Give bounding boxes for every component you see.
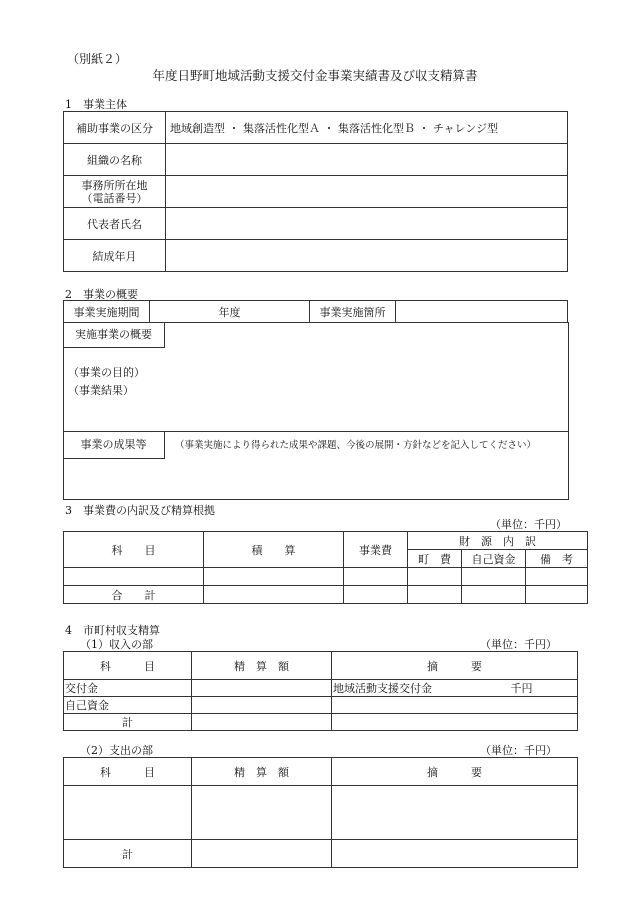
page-title: 年度日野町地域活動支援交付金事業実績書及び収支精算書 xyxy=(152,68,478,83)
cell[interactable] xyxy=(192,714,332,731)
office-address-label xyxy=(64,176,166,208)
office-address-label-line1: 事務所所在地 xyxy=(81,178,148,192)
org-name-label: 組織の名称 xyxy=(64,144,166,176)
period-label: 事業実施期間 xyxy=(64,301,150,323)
cell[interactable] xyxy=(332,786,578,840)
cell[interactable] xyxy=(408,586,462,604)
cell[interactable] xyxy=(526,568,588,586)
outcome-label: 事業の成果等 xyxy=(63,431,165,459)
table-row xyxy=(64,144,568,176)
table-row xyxy=(64,568,588,586)
cell[interactable] xyxy=(332,840,578,868)
expense-heading: （2）支出の部 xyxy=(80,744,153,757)
section3-unit: （単位：千円） xyxy=(490,518,567,531)
table-row xyxy=(64,652,578,680)
cell[interactable] xyxy=(462,586,526,604)
cell[interactable] xyxy=(204,586,344,604)
formation-date-label: 結成年月 xyxy=(64,240,166,272)
income-col-amount: 精 算 額 xyxy=(192,652,332,680)
table-row xyxy=(64,697,578,714)
income-summary-unit: 千円 xyxy=(510,682,533,695)
table-row xyxy=(64,532,588,550)
section4-heading: 4 市町村収支精算 xyxy=(65,624,160,637)
overview-label: 実施事業の概要 xyxy=(63,322,165,348)
cell[interactable] xyxy=(332,714,578,731)
cell[interactable] xyxy=(192,680,332,697)
income-col-subject: 科 目 xyxy=(64,652,192,680)
col-source: 財 源 内 訳 xyxy=(408,532,588,550)
section3-heading: 3 事業費の内訳及び精算根拠 xyxy=(65,504,215,517)
income-table xyxy=(63,651,578,731)
expense-unit: （単位：千円） xyxy=(480,744,557,757)
representative-label: 代表者氏名 xyxy=(64,208,166,240)
col-note: 備 考 xyxy=(526,550,588,568)
col-calc: 積 算 xyxy=(204,532,344,568)
table-row xyxy=(64,240,568,272)
col-cost: 事業費 xyxy=(344,532,408,568)
location-field[interactable] xyxy=(396,301,568,323)
table-row xyxy=(64,208,568,240)
purpose-label: （事業の目的） xyxy=(68,366,145,379)
table-row xyxy=(64,680,578,697)
representative-field[interactable] xyxy=(166,208,568,240)
table-row xyxy=(64,786,578,840)
income-summary-text: 地域活動支援交付金 xyxy=(333,682,432,695)
section2-heading: 2 事業の概要 xyxy=(65,288,138,301)
col-town: 町 費 xyxy=(408,550,462,568)
section1-heading: 1 事業主体 xyxy=(65,98,127,111)
income-row-own: 自己資金 xyxy=(64,697,192,714)
table-row xyxy=(64,840,578,868)
org-name-field[interactable] xyxy=(166,144,568,176)
cell[interactable] xyxy=(526,586,588,604)
table-row xyxy=(64,112,568,144)
total-label: 合 計 xyxy=(64,586,204,604)
subsidy-type-label: 補助事業の区分 xyxy=(64,112,166,144)
col-own: 自己資金 xyxy=(462,550,526,568)
table-row xyxy=(64,714,578,731)
outcome-note: （事業実施により得られた成果や課題、今後の展開・方針などを記入してください） xyxy=(175,440,537,451)
office-address-label-line2: （電話番号） xyxy=(81,191,148,205)
section2-period-table xyxy=(63,300,568,323)
location-label: 事業実施箇所 xyxy=(310,301,396,323)
expense-total-label: 計 xyxy=(64,840,192,868)
table-row xyxy=(64,586,588,604)
income-heading: （1）収入の部 xyxy=(80,638,153,651)
expense-col-subject: 科 目 xyxy=(64,758,192,786)
cell[interactable] xyxy=(344,568,408,586)
cell[interactable] xyxy=(192,786,332,840)
expense-col-summary: 摘 要 xyxy=(332,758,578,786)
table-row xyxy=(64,176,568,208)
attachment-label: （別紙２） xyxy=(67,52,128,66)
table-row xyxy=(64,301,568,323)
table-row xyxy=(64,758,578,786)
income-summary[interactable] xyxy=(332,680,578,697)
cell[interactable] xyxy=(64,786,192,840)
cell[interactable] xyxy=(192,697,332,714)
section3-table xyxy=(63,531,588,604)
formation-date-field[interactable] xyxy=(166,240,568,272)
col-subject: 科 目 xyxy=(64,532,204,568)
section1-table xyxy=(63,111,568,272)
cell[interactable] xyxy=(332,697,578,714)
subsidy-type-options[interactable]: 地域創造型 ・ 集落活性化型Ａ ・ 集落活性化型Ｂ ・ チャレンジ型 xyxy=(166,112,568,144)
income-unit: （単位：千円） xyxy=(480,638,557,651)
income-row-grant: 交付金 xyxy=(64,680,192,697)
cell[interactable] xyxy=(192,840,332,868)
cell[interactable] xyxy=(64,568,204,586)
expense-table xyxy=(63,757,578,868)
income-total-label: 計 xyxy=(64,714,192,731)
period-year[interactable]: 年度 xyxy=(150,301,310,323)
income-col-summary: 摘 要 xyxy=(332,652,578,680)
expense-col-amount: 精 算 額 xyxy=(192,758,332,786)
cell[interactable] xyxy=(344,586,408,604)
result-label: （事業結果） xyxy=(68,384,134,397)
office-address-field[interactable] xyxy=(166,176,568,208)
cell[interactable] xyxy=(462,568,526,586)
cell[interactable] xyxy=(204,568,344,586)
cell[interactable] xyxy=(408,568,462,586)
